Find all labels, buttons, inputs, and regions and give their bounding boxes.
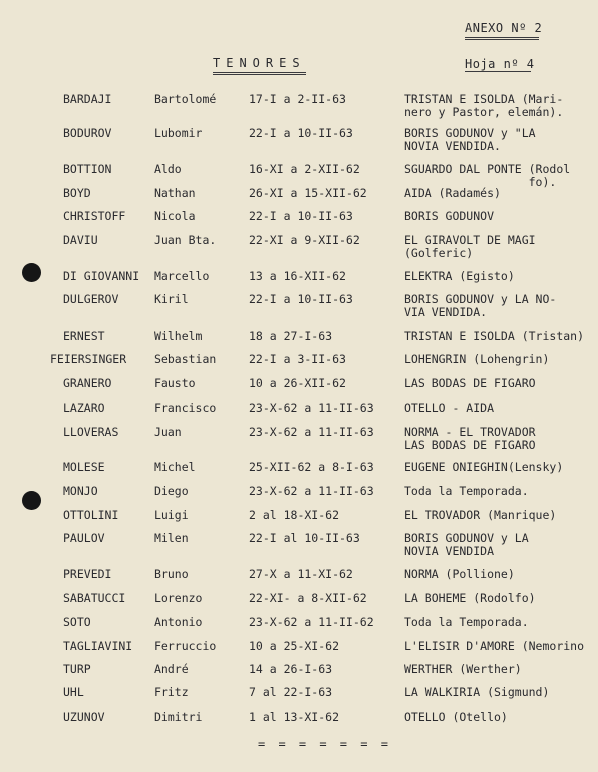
opera: BORIS GODUNOV y "LA NOVIA VENDIDA. (404, 126, 536, 153)
opera: Toda la Temporada. (404, 615, 529, 629)
first-name: Marcello (154, 269, 210, 283)
first-name: André (154, 662, 189, 676)
opera: BORIS GODUNOV y LA NO- VIA VENDIDA. (404, 292, 557, 319)
surname: GRANERO (63, 376, 112, 390)
page-title: TENORES (213, 56, 306, 70)
dates: 10 a 26-XII-62 (249, 376, 346, 390)
opera: EL GIRAVOLT DE MAGI (Golferic) (404, 233, 536, 260)
first-name: Juan (154, 425, 182, 439)
first-name: Fritz (154, 685, 189, 699)
surname: TURP (63, 662, 91, 676)
surname: UZUNOV (63, 710, 105, 724)
first-name: Fausto (154, 376, 196, 390)
surname: PAULOV (63, 531, 105, 545)
surname: DAVIU (63, 233, 98, 247)
first-name: Michel (154, 460, 196, 474)
opera: NORMA (Pollione) (404, 567, 515, 581)
surname: FEIERSINGER (50, 352, 127, 366)
opera: ELEKTRA (Egisto) (404, 269, 515, 283)
surname: SABATUCCI (63, 591, 126, 605)
dates: 16-XI a 2-XII-62 (249, 162, 360, 176)
surname: TAGLIAVINI (63, 639, 133, 653)
surname: CHRISTOFF (63, 209, 126, 223)
opera: LAS BODAS DE FIGARO (404, 376, 536, 390)
dates: 14 a 26-I-63 (249, 662, 333, 676)
dates: 22-I a 3-II-63 (249, 352, 346, 366)
surname: BARDAJI (63, 92, 112, 106)
first-name: Bruno (154, 567, 189, 581)
surname: BODUROV (63, 126, 112, 140)
dates: 10 a 25-XI-62 (249, 639, 340, 653)
opera: LA WALKIRIA (Sigmund) (404, 685, 550, 699)
opera: EUGENE ONIEGHIN(Lensky) (404, 460, 564, 474)
first-name: Kiril (154, 292, 189, 306)
dates: 23-X-62 a 11-II-63 (249, 425, 374, 439)
surname: MONJO (63, 484, 98, 498)
surname: ERNEST (63, 329, 105, 343)
annex-label: ANEXO Nº 2 (465, 21, 543, 35)
opera: EL TROVADOR (Manrique) (404, 508, 557, 522)
surname: DULGEROV (63, 292, 119, 306)
dates: 22-I a 10-II-63 (249, 209, 353, 223)
surname: PREVEDI (63, 567, 112, 581)
dates: 22-XI- a 8-XII-62 (249, 591, 367, 605)
first-name: Milen (154, 531, 189, 545)
opera: WERTHER (Werther) (404, 662, 522, 676)
first-name: Sebastian (154, 352, 217, 366)
opera: OTELLO - AIDA (404, 401, 495, 415)
dates: 25-XII-62 a 8-I-63 (249, 460, 374, 474)
dates: 17-I a 2-II-63 (249, 92, 346, 106)
first-name: Nicola (154, 209, 196, 223)
dates: 23-X-62 a 11-II-63 (249, 484, 374, 498)
dates: 22-I a 10-II-63 (249, 292, 353, 306)
surname: LLOVERAS (63, 425, 119, 439)
sheet-number: Hoja nº 4 (465, 57, 535, 71)
first-name: Lubomir (154, 126, 203, 140)
dates: 22-I a 10-II-63 (249, 126, 353, 140)
surname: LAZARO (63, 401, 105, 415)
first-name: Wilhelm (154, 329, 203, 343)
dates: 13 a 16-XII-62 (249, 269, 346, 283)
first-name: Juan Bta. (154, 233, 217, 247)
dates: 23-X-62 a 11-II-62 (249, 615, 374, 629)
surname: DI GIOVANNI (63, 269, 140, 283)
opera: LOHENGRIN (Lohengrin) (404, 352, 550, 366)
opera: TRISTAN E ISOLDA (Mari- nero y Pastor, elemán). (404, 92, 564, 119)
dates: 18 a 27-I-63 (249, 329, 333, 343)
footer-separator: = = = = = = = (258, 737, 391, 751)
surname: BOTTION (63, 162, 112, 176)
surname: SOTO (63, 615, 91, 629)
first-name: Lorenzo (154, 591, 203, 605)
first-name: Bartolomé (154, 92, 217, 106)
opera: Toda la Temporada. (404, 484, 529, 498)
first-name: Nathan (154, 186, 196, 200)
dates: 7 al 22-I-63 (249, 685, 333, 699)
opera: LA BOHEME (Rodolfo) (404, 591, 536, 605)
first-name: Diego (154, 484, 189, 498)
opera: TRISTAN E ISOLDA (Tristan) (404, 329, 585, 343)
opera: BORIS GODUNOV y LA NOVIA VENDIDA (404, 531, 529, 558)
first-name: Luigi (154, 508, 189, 522)
dates: 23-X-62 a 11-II-63 (249, 401, 374, 415)
first-name: Ferruccio (154, 639, 217, 653)
first-name: Aldo (154, 162, 182, 176)
dates: 2 al 18-XI-62 (249, 508, 340, 522)
dates: 1 al 13-XI-62 (249, 710, 340, 724)
first-name: Dimitri (154, 710, 203, 724)
opera: BORIS GODUNOV (404, 209, 495, 223)
opera: AIDA (Radamés) (404, 186, 501, 200)
surname: OTTOLINI (63, 508, 119, 522)
surname: UHL (63, 685, 84, 699)
dates: 22-XI a 9-XII-62 (249, 233, 360, 247)
dates: 22-I al 10-II-63 (249, 531, 360, 545)
dates: 26-XI a 15-XII-62 (249, 186, 367, 200)
opera: L'ELISIR D'AMORE (Nemorino (404, 639, 585, 653)
opera: SGUARDO DAL PONTE (Rodol fo). (404, 162, 571, 189)
opera: NORMA - EL TROVADOR LAS BODAS DE FIGARO (404, 425, 536, 452)
first-name: Francisco (154, 401, 217, 415)
first-name: Antonio (154, 615, 203, 629)
opera: OTELLO (Otello) (404, 710, 508, 724)
surname: MOLESE (63, 460, 105, 474)
surname: BOYD (63, 186, 91, 200)
dates: 27-X a 11-XI-62 (249, 567, 353, 581)
